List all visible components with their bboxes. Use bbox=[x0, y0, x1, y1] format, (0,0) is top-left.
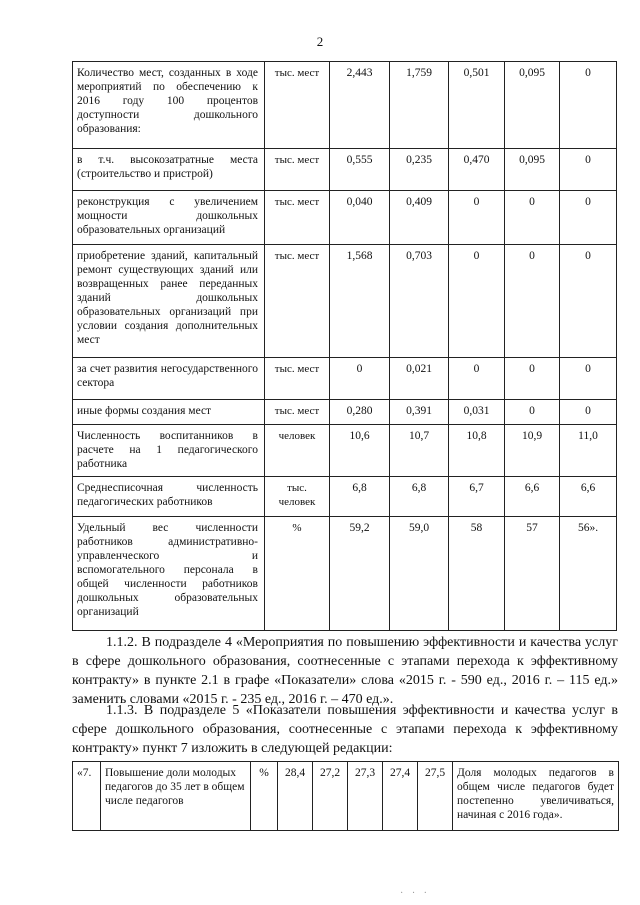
row-name: Удельный вес численности работников административно-управленческого и вспомогательного персонала в общей численности работников дошкольных образовательных организаций bbox=[73, 517, 265, 631]
row-value: 2,443 bbox=[330, 62, 390, 149]
row-value: 27,3 bbox=[348, 762, 383, 831]
row-value: 1,759 bbox=[390, 62, 449, 149]
row-value: 57 bbox=[505, 517, 560, 631]
row-unit: тыс. мест bbox=[265, 400, 330, 425]
row-name: за счет развития негосударственного сектора bbox=[73, 358, 265, 400]
table-row bbox=[73, 477, 617, 517]
row-value: 0,095 bbox=[505, 62, 560, 149]
row-unit: тыс. мест bbox=[265, 62, 330, 149]
row-name: реконструкция с увеличением мощности дошкольных образовательных организаций bbox=[73, 191, 265, 245]
row-value: 0,555 bbox=[330, 149, 390, 191]
row-value: 10,7 bbox=[390, 425, 449, 477]
paragraph-text: 1.1.3. В подразделе 5 «Показатели повышения эффективности и качества услуг в сфере дошкольного образования, соотнесенные с этапами перехода к эффективному контракту» пункт 7 изложить в следующей редакции: bbox=[72, 703, 618, 756]
table-row bbox=[73, 517, 617, 631]
row-index: «7. bbox=[73, 762, 101, 831]
row-value: 0 bbox=[560, 191, 617, 245]
indicators-table bbox=[72, 61, 617, 631]
row-value: 0 bbox=[560, 62, 617, 149]
row-name: Количество мест, созданных в ходе мероприятий по обеспечению к 2016 году 100 процентов доступности дошкольного образования: bbox=[73, 62, 265, 149]
row-value: 0,409 bbox=[390, 191, 449, 245]
row-unit: тыс. мест bbox=[265, 358, 330, 400]
row-value: 0 bbox=[560, 149, 617, 191]
row-value: 0,280 bbox=[330, 400, 390, 425]
page-number: 2 bbox=[316, 34, 324, 49]
row-value: 0 bbox=[560, 400, 617, 425]
row-unit: % bbox=[251, 762, 278, 831]
row-value: 0 bbox=[505, 245, 560, 358]
row-value: 27,5 bbox=[418, 762, 453, 831]
row-description: Доля молодых педагогов в общем числе педагогов будет постепенно увеличиваться, начиная с 2016 года». bbox=[453, 762, 619, 831]
row-unit: тыс. мест bbox=[265, 191, 330, 245]
table-row bbox=[73, 762, 619, 831]
row-value: 6,8 bbox=[390, 477, 449, 517]
row-value: 0,040 bbox=[330, 191, 390, 245]
row-value: 27,4 bbox=[383, 762, 418, 831]
paragraph-text: 1.1.2. В подразделе 4 «Мероприятия по повышению эффективности и качества услуг в сфере дошкольного образования, соотнесенные с этапами перехода к эффективному контракту» в пункте 2.1 в графе «Показатели» слова «2015 г. - 590 ед., 2016 г. – 115 ед.» заменить словами «2015 г. - 235 ед., 2016 г. – 470 ед.». bbox=[72, 635, 618, 707]
row-value: 27,2 bbox=[313, 762, 348, 831]
row-unit: тыс. мест bbox=[265, 245, 330, 358]
paragraph-1-1-3 bbox=[72, 701, 618, 758]
row-value: 0 bbox=[505, 358, 560, 400]
table-row bbox=[73, 425, 617, 477]
table-row bbox=[73, 400, 617, 425]
row-unit: человек bbox=[265, 425, 330, 477]
row-value: 10,9 bbox=[505, 425, 560, 477]
table-row bbox=[73, 245, 617, 358]
row-unit: % bbox=[265, 517, 330, 631]
table-row bbox=[73, 191, 617, 245]
row-name: Численность воспитанников в расчете на 1 педагогического работника bbox=[73, 425, 265, 477]
scan-artifact: · · · bbox=[400, 888, 430, 899]
row-value: 6,6 bbox=[505, 477, 560, 517]
row-value: 0,021 bbox=[390, 358, 449, 400]
row-value: 0,095 bbox=[505, 149, 560, 191]
row-value: 1,568 bbox=[330, 245, 390, 358]
row-value: 0 bbox=[560, 245, 617, 358]
row-value: 11,0 bbox=[560, 425, 617, 477]
row-value: 0 bbox=[449, 245, 505, 358]
row-value: 56». bbox=[560, 517, 617, 631]
row-value: 0,501 bbox=[449, 62, 505, 149]
row-value: 0,391 bbox=[390, 400, 449, 425]
row-name: Среднесписочная численность педагогических работников bbox=[73, 477, 265, 517]
row-value: 0 bbox=[449, 191, 505, 245]
row-value: 0,235 bbox=[390, 149, 449, 191]
row-value: 0 bbox=[330, 358, 390, 400]
paragraph-1-1-2 bbox=[72, 633, 618, 709]
row-value: 58 bbox=[449, 517, 505, 631]
table-row bbox=[73, 149, 617, 191]
young-teachers-table bbox=[72, 761, 619, 831]
row-value: 0 bbox=[560, 358, 617, 400]
row-name: в т.ч. высокозатратные места (строительство и пристрой) bbox=[73, 149, 265, 191]
row-value: 28,4 bbox=[278, 762, 313, 831]
row-value: 0,031 bbox=[449, 400, 505, 425]
row-name: приобретение зданий, капитальный ремонт существующих зданий или возвращенных ранее переданных зданий дошкольных образовательных организаций при условии создания дополнительных мест bbox=[73, 245, 265, 358]
row-value: 6,6 bbox=[560, 477, 617, 517]
row-unit: тыс. мест bbox=[265, 149, 330, 191]
row-value: 6,8 bbox=[330, 477, 390, 517]
row-value: 10,8 bbox=[449, 425, 505, 477]
row-value: 6,7 bbox=[449, 477, 505, 517]
table-row bbox=[73, 62, 617, 149]
row-value: 0 bbox=[505, 191, 560, 245]
row-value: 0,470 bbox=[449, 149, 505, 191]
row-value: 0,703 bbox=[390, 245, 449, 358]
row-name: Повышение доли молодых педагогов до 35 лет в общем числе педагогов bbox=[101, 762, 251, 831]
row-unit: тыс. человек bbox=[265, 477, 330, 517]
row-value: 0 bbox=[449, 358, 505, 400]
table-row bbox=[73, 358, 617, 400]
row-value: 10,6 bbox=[330, 425, 390, 477]
row-value: 0 bbox=[505, 400, 560, 425]
row-value: 59,0 bbox=[390, 517, 449, 631]
row-value: 59,2 bbox=[330, 517, 390, 631]
row-name: иные формы создания мест bbox=[73, 400, 265, 425]
